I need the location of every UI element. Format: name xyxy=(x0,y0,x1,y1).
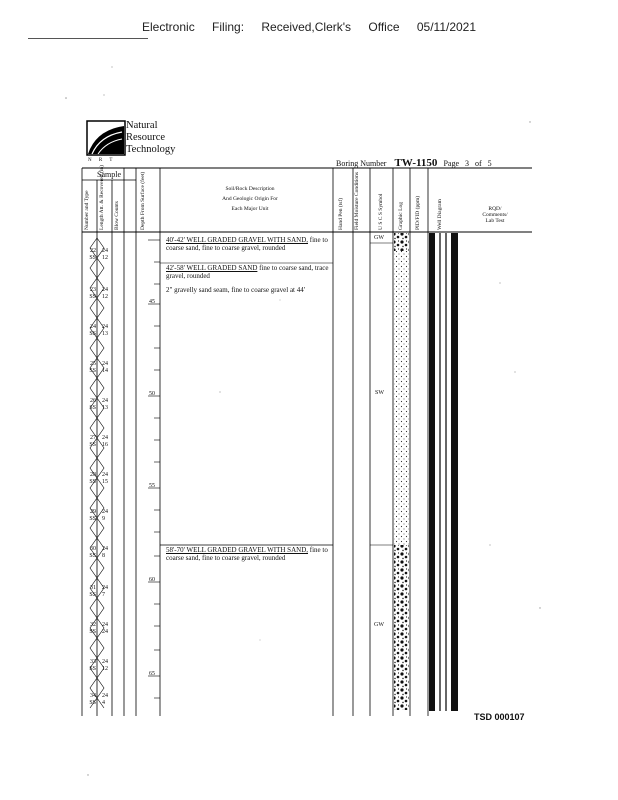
depth-label: 55 xyxy=(149,483,155,489)
header-rqd-line-3: Lab Test xyxy=(485,218,505,224)
header-rqd xyxy=(470,206,520,224)
description-unit xyxy=(166,286,336,294)
sample-length-rec: 12 xyxy=(102,255,108,261)
sample-type: SS xyxy=(89,592,96,598)
sample-length-rec: 13 xyxy=(102,331,108,337)
uscs-symbol: GW xyxy=(374,622,384,628)
sample-length-att: 24 xyxy=(102,472,108,478)
sample-number: 25 xyxy=(90,361,96,367)
description-text: 2" gravelly sand seam, fine to coarse gravel at 44' xyxy=(166,286,306,294)
header-description-line-1: Soil/Rock Description xyxy=(225,186,275,192)
sample-length-rec: 14 xyxy=(102,368,108,374)
sample-number: 23 xyxy=(90,287,96,293)
sample-type: SS xyxy=(89,666,96,672)
sample-type: SS xyxy=(89,331,96,337)
sample-length-att: 24 xyxy=(102,585,108,591)
description-unit xyxy=(166,236,336,252)
sample-length-att: 24 xyxy=(102,361,108,367)
description-title: 58'-70' WELL GRADED GRAVEL WITH SAND, xyxy=(166,546,308,554)
sample-length-att: 24 xyxy=(102,509,108,515)
sample-number: 31 xyxy=(90,585,96,591)
graphic-log-gravel-top xyxy=(394,233,409,251)
header-blow-counts: Blow Counts xyxy=(114,201,120,230)
description-unit xyxy=(166,264,336,280)
filing-date: 05/11/2021 xyxy=(416,20,477,34)
sample-type: SS xyxy=(89,479,96,485)
header-well-diagram: Well Diagram xyxy=(437,199,443,230)
header-pid: PID/FID (ppm) xyxy=(415,195,421,230)
sample-header: Sample xyxy=(97,170,121,179)
sample-number: 22 xyxy=(90,248,96,254)
page-id: TSD 000107 xyxy=(474,712,525,722)
sample-length-att: 24 xyxy=(102,324,108,330)
sample-length-att: 24 xyxy=(102,659,108,665)
page-number: 3 xyxy=(465,159,469,168)
sample-number: 30 xyxy=(90,546,96,552)
sample-length-att: 24 xyxy=(102,622,108,628)
description-text: fine to coarse sand, trace gravel, rounded xyxy=(166,264,329,280)
sample-length-rec: 4 xyxy=(102,700,105,706)
logo-line-1: Natural xyxy=(126,120,158,131)
sample-length-rec: 9 xyxy=(102,516,105,522)
well-casing-right xyxy=(451,233,458,711)
uscs-symbol: SW xyxy=(375,390,384,396)
depth-ticks xyxy=(148,240,160,698)
header-description-line-2: And Geologic Origin For xyxy=(222,196,278,202)
sample-length-att: 24 xyxy=(102,693,108,699)
sample-length-rec: 12 xyxy=(102,294,108,300)
filing-label: Filing: xyxy=(212,20,245,34)
of-label: of xyxy=(475,159,482,168)
header-description xyxy=(190,186,310,212)
header-uscs: U S C S Symbol xyxy=(378,193,384,230)
sample-length-rec: 13 xyxy=(102,405,108,411)
boring-number-label: Boring Number xyxy=(336,159,387,168)
sample-length-att: 24 xyxy=(102,398,108,404)
sample-length-att: 24 xyxy=(102,287,108,293)
sample-type: SS xyxy=(89,700,96,706)
header-graphic-log: Graphic Log xyxy=(398,202,404,230)
sample-length-rec: 12 xyxy=(102,666,108,672)
sample-type: SS xyxy=(89,405,96,411)
sample-type: SS xyxy=(89,629,96,635)
sample-number: 28 xyxy=(90,472,96,478)
description-title: 40'-42' WELL GRADED GRAVEL WITH SAND, xyxy=(166,236,308,244)
depth-label: 60 xyxy=(149,577,155,583)
header-description-line-3: Each Major Unit xyxy=(231,206,269,212)
filing-received: Received,Clerk's xyxy=(261,20,352,34)
sample-length-rec: 16 xyxy=(102,442,108,448)
sample-length-att: 24 xyxy=(102,546,108,552)
boring-number-value: TW-1150 xyxy=(394,157,438,169)
sample-type: SS xyxy=(89,368,96,374)
sample-type: SS xyxy=(89,255,96,261)
logo-line-3: Technology xyxy=(126,144,176,155)
description-text: fine to coarse sand, fine to coarse gravel, rounded xyxy=(166,546,328,562)
sample-number: 29 xyxy=(90,509,96,515)
depth-label: 50 xyxy=(149,391,155,397)
depth-label: 45 xyxy=(149,299,155,305)
page-total: 5 xyxy=(487,159,492,168)
sample-number: 24 xyxy=(90,324,96,330)
sample-length-att: 24 xyxy=(102,248,108,254)
sample-type: SS xyxy=(89,294,96,300)
header-number-type: Number and Type xyxy=(84,190,90,230)
sample-length-rec: 7 xyxy=(102,592,105,598)
sample-length-rec: 8 xyxy=(102,553,105,559)
sample-number: 33 xyxy=(90,659,96,665)
description-title: 42'-58' WELL GRADED SAND xyxy=(166,264,258,272)
sample-number: 32 xyxy=(90,622,96,628)
filing-office: Office xyxy=(368,20,400,34)
logo-sub: N R T xyxy=(88,158,116,163)
filing-electronic: Electronic xyxy=(142,20,195,34)
header-rqd-line-2: Comments/ xyxy=(482,212,508,218)
graphic-log-gravel-bottom xyxy=(394,545,409,710)
scan-noise xyxy=(65,66,541,775)
header-field-moisture: Field Moisture Conditions xyxy=(354,171,360,230)
header-hand-pen: Hand Pen (tsf) xyxy=(338,197,344,230)
graphic-log-sand xyxy=(394,251,409,545)
depth-label: 65 xyxy=(149,671,155,677)
well-casing-left xyxy=(429,233,435,711)
uscs-symbol: GW xyxy=(374,235,384,241)
sample-number: 27 xyxy=(90,435,96,441)
sample-length-rec: 15 xyxy=(102,479,108,485)
logo-line-2: Resource xyxy=(126,132,166,143)
header-rqd-line-1: RQD/ xyxy=(488,206,502,212)
header-length-recovered: Length Att. & Recovered (in) xyxy=(99,165,105,230)
sample-length-rec: 24 xyxy=(102,629,108,635)
sample-type: SS xyxy=(89,516,96,522)
header-depth: Depth From Surface (feet) xyxy=(140,171,146,230)
description-unit xyxy=(166,546,336,562)
sample-type: SS xyxy=(89,553,96,559)
sample-length-att: 24 xyxy=(102,435,108,441)
page-label: Page xyxy=(443,159,459,168)
description-text: fine to coarse sand, fine to coarse gravel, rounded xyxy=(166,236,328,252)
sample-number: 26 xyxy=(90,398,96,404)
sample-type: SS xyxy=(89,442,96,448)
sample-number: 34 xyxy=(90,693,96,699)
